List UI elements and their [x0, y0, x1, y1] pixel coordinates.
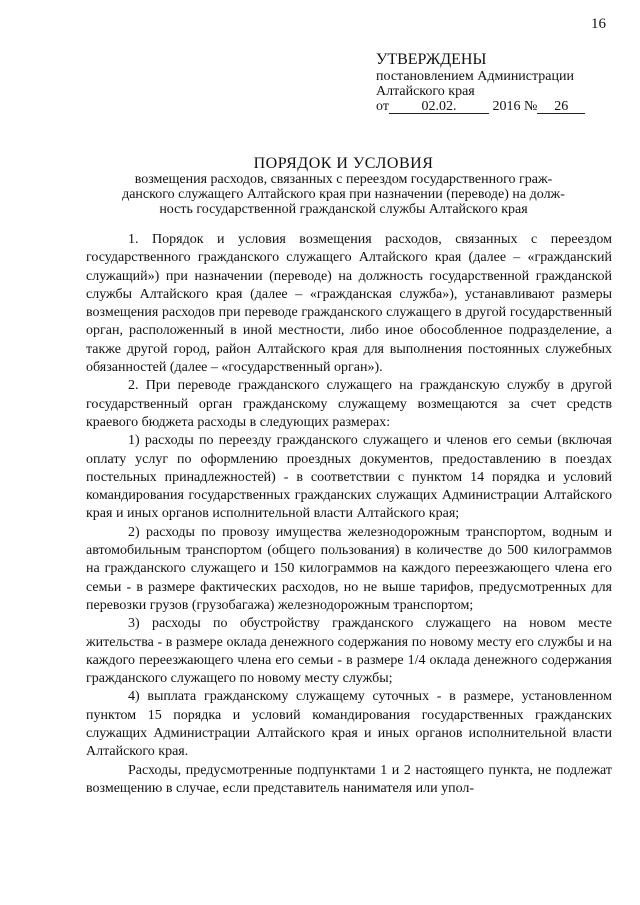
document-title [76, 156, 611, 217]
title-main: ПОРЯДОК И УСЛОВИЯ [253, 155, 434, 172]
approval-stamp [376, 51, 585, 114]
page-number: 16 [591, 16, 606, 32]
title-line-1: возмещения расходов, связанных с переездом государственного граж- [134, 172, 553, 187]
paragraph-3: Расходы, предусмотренные подпунктами 1 и 2 настоящего пункта, не подлежат возмещению в случае, если представитель нанимателя или упол- [86, 762, 612, 796]
title-line-3: ность государственной гражданской службы Алтайского края [159, 202, 528, 217]
approval-date: 02.02. [389, 100, 489, 114]
approval-line-2: Алтайского края [376, 84, 475, 99]
title-line-2: данского служащего Алтайского края при назначении (переводе) на долж- [122, 187, 565, 202]
paragraph-2-item-3: 3) расходы по обустройству гражданского служащего на новом месте жительства - в размере оклада денежного содержания по новому месту его службы и на каждого переезжающего члена его семьи - в размере 1/4 оклада денежного содержания гражданского служащего по новому месту службы; [86, 616, 612, 687]
document-body [86, 231, 612, 798]
paragraph-1: 1. Порядок и условия возмещения расходов, связанных с переездом государственного гражданского служащего Алтайского края (далее – «гражданский служащий») при назначении (переводе) на должность государственной гражданской службы Алтайского края (далее – «гражданская служба»), устанавливают размеры возмещения расходов при переводе гражданского служащего в другой государственный орган, расположенный в иной местности, либо иное обособленное подразделение, а также другой город, район Алтайского края для выполнения постоянных служебных обязанностей (далее – «государственный орган»). [86, 232, 612, 376]
approval-year: 2016 [492, 99, 521, 114]
paragraph-2-item-2: 2) расходы по провозу имущества железнодорожным транспортом, водным и автомобильным транспортом (общего пользования) в количестве до 500 килограммов на гражданского служащего и 150 килограммов на каждого переезжающего члена его семьи - в размере фактических расходов, но не выше тарифов, предусмотренных для перевозки грузов (грузобагажа) железнодорожным транспортом; [86, 524, 612, 613]
approval-heading: УТВЕРЖДЕНЫ [376, 51, 487, 68]
from-label: от [376, 99, 389, 114]
paragraph-2-item-4: 4) выплата гражданскому служащему суточных - в размере, установленном пунктом 15 порядка и условий командирования государственных гражданских служащих Администрации Алтайского края и иных органов исполнительной власти Алтайского края. [86, 689, 612, 760]
paragraph-2-item-1: 1) расходы по переезду гражданского служащего и членов его семьи (включая оплату услуг по оформлению проездных документов, предоставлению в поездах постельных принадлежностей) - в соответствии с пунктом 14 порядка и условий командирования государственных гражданских служащих Администрации Алтайского края и иных органов исполнительной власти Алтайского края; [86, 433, 612, 522]
paragraph-2: 2. При переводе гражданского служащего на гражданскую службу в другой государственный орган гражданскому служащему возмещаются за счет средств краевого бюджета расходы в следующих размерах: [86, 378, 612, 430]
approval-date-line [376, 99, 585, 114]
approval-line-1: постановлением Администрации [376, 69, 574, 84]
number-label: № [523, 99, 538, 114]
approval-number: 26 [537, 100, 585, 114]
